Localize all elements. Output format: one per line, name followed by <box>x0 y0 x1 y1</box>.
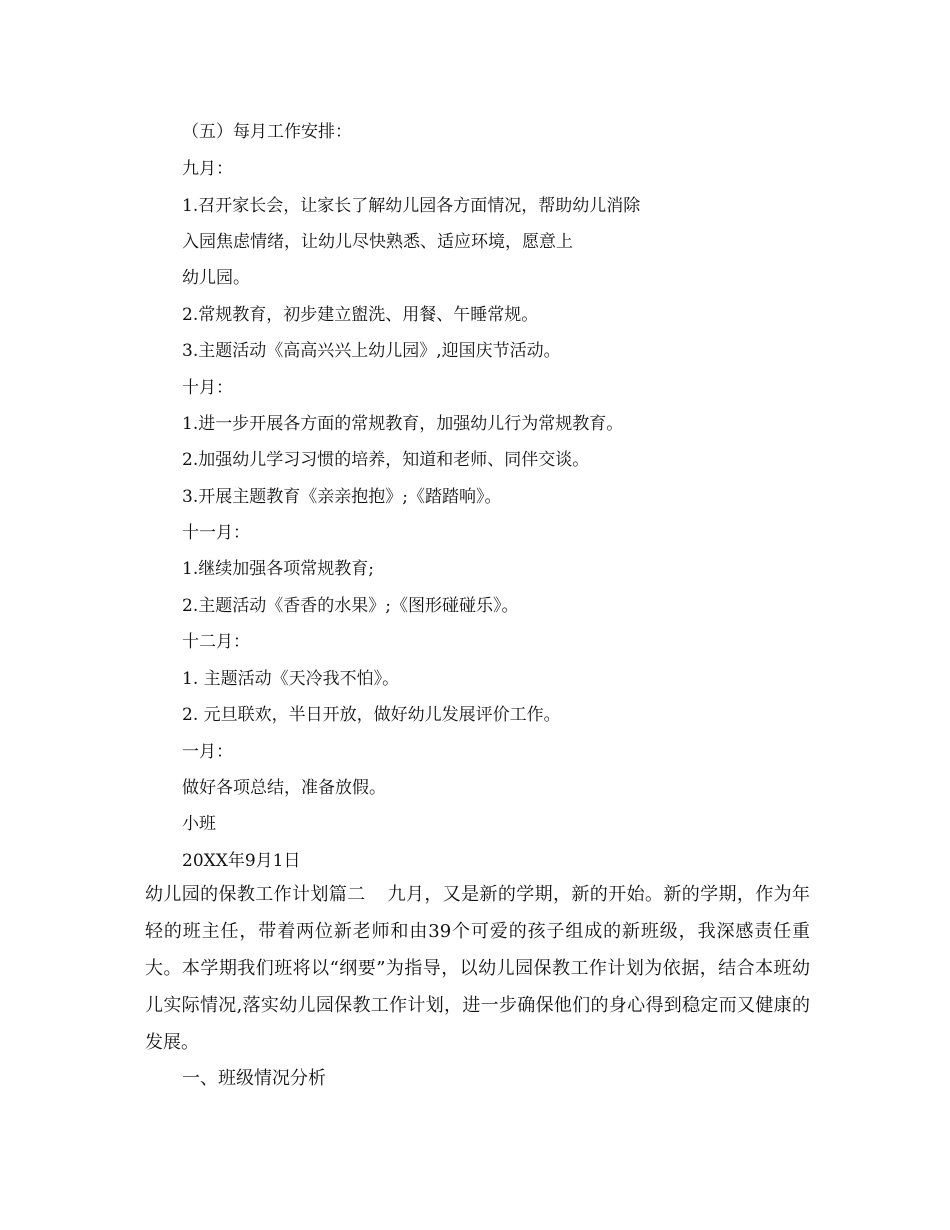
section-two-body: 九月，又是新的学期，新的开始。新的学期，作为年轻的班主任，带着两位新老师和由39个可爱的孩子组成的新班级，我深感责任重大。本学期我们班将以“纲要”为指导，以幼儿园保教工作计划为依据，结合本班幼儿实际情况,落实幼儿园保教工作计划，进一步确保他们的身心得到稳定而又健康的发展。 <box>145 884 811 1053</box>
month-heading-september: 九月： <box>182 159 233 179</box>
list-item: 2.主题活动《香香的水果》;《图形碰碰乐》。 <box>182 596 519 616</box>
list-item: 2.加强幼儿学习习惯的培养，知道和老师、同伴交谈。 <box>182 450 590 470</box>
list-item: 1. 主题活动《天冷我不怕》。 <box>182 669 400 689</box>
month-heading-november: 十一月： <box>182 523 250 543</box>
month-heading-january: 一月： <box>182 742 233 762</box>
list-item-continuation: 入园焦虑情绪，让幼儿尽快熟悉、适应环境，愿意上 <box>182 232 573 252</box>
signature-date: 20XX年9月1日 <box>182 851 301 871</box>
list-item: 2.常规教育，初步建立盥洗、用餐、午睡常规。 <box>182 305 539 325</box>
list-item: 1.进一步开展各方面的常规教育，加强幼儿行为常规教育。 <box>182 414 624 434</box>
section-two-paragraph <box>145 876 810 1061</box>
list-item: 2. 元旦联欢，半日开放，做好幼儿发展评价工作。 <box>182 705 561 725</box>
list-item: 3.开展主题教育《亲亲抱抱》;《踏踏响》。 <box>182 487 502 507</box>
list-item: 3.主题活动《高高兴兴上幼儿园》,迎国庆节活动。 <box>182 341 561 361</box>
list-item-continuation: 幼儿园。 <box>182 268 250 288</box>
subheading-class-analysis: 一、班级情况分析 <box>182 1068 326 1089</box>
list-item: 1.继续加强各项常规教育; <box>182 559 374 579</box>
month-heading-december: 十二月： <box>182 632 250 652</box>
list-item: 1.召开家长会，让家长了解幼儿园各方面情况，帮助幼儿消除 <box>182 196 641 216</box>
month-heading-october: 十月： <box>182 378 233 398</box>
section-heading-monthly-plan: （五）每月工作安排： <box>182 122 352 142</box>
section-two-heading: 幼儿园的保教工作计划篇二 <box>145 884 366 905</box>
list-item: 做好各项总结，准备放假。 <box>182 778 386 798</box>
signature-class: 小班 <box>182 814 216 834</box>
